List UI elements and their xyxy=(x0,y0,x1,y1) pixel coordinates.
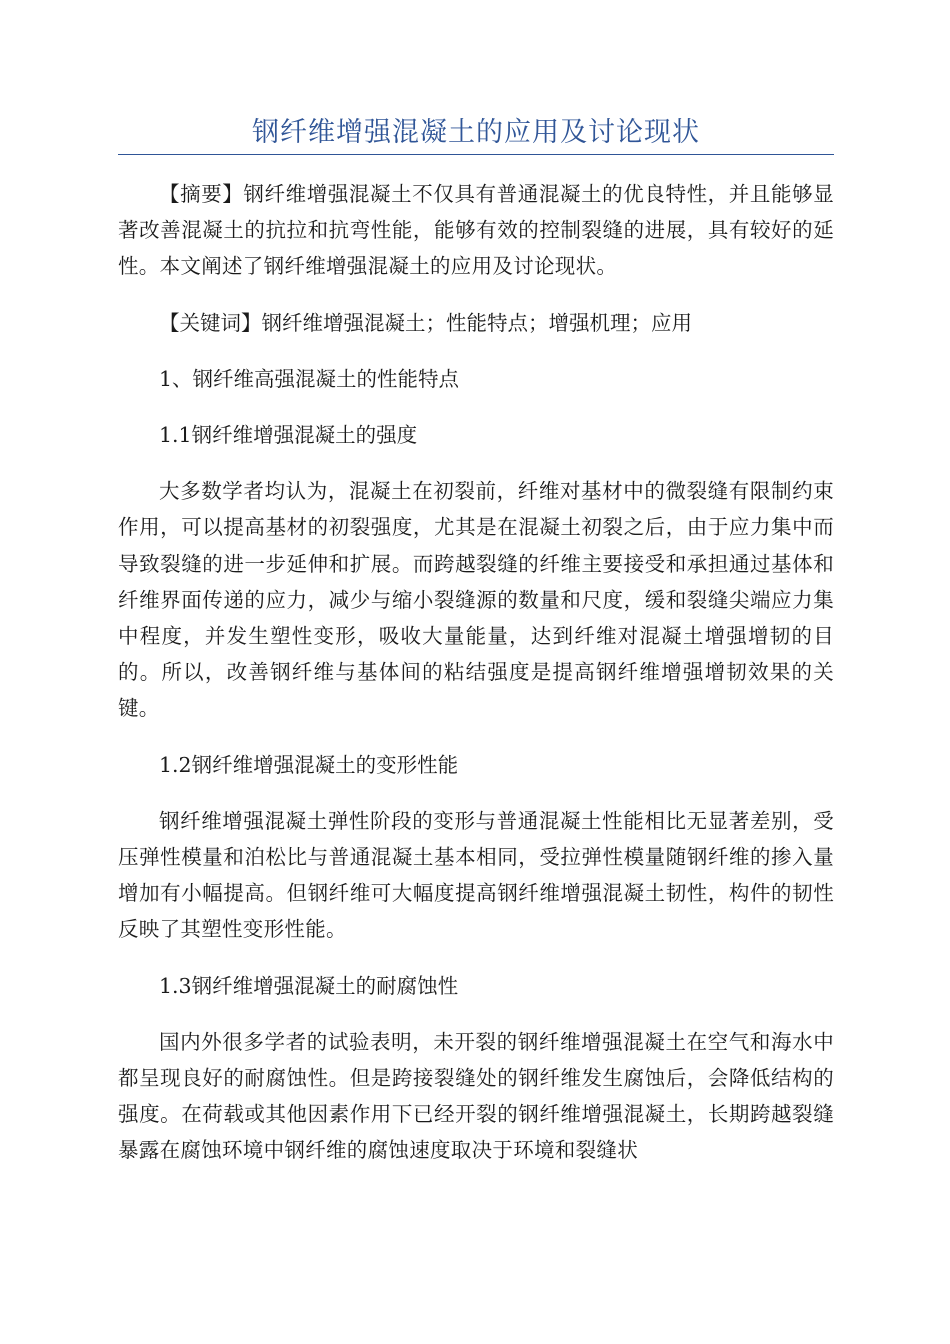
section-text-1-2: 钢纤维增强混凝土弹性阶段的变形与普通混凝土性能相比无显著差别，受压弹性模量和泊松比与普通混凝土基本相同，受拉弹性模量随钢纤维的掺入量增加有小幅提高。但钢纤维可大幅度提高钢纤维增强混凝土韧性，构件的韧性反映了其塑性变形性能。 xyxy=(118,808,834,942)
document-title: 钢纤维增强混凝土的应用及讨论现状 xyxy=(252,117,700,148)
document-body xyxy=(118,176,834,1189)
section-heading-1: 1、钢纤维高强混凝土的性能特点 xyxy=(159,366,460,391)
section-text-1-1: 大多数学者均认为，混凝土在初裂前，纤维对基材中的微裂缝有限制约束作用，可以提高基材的初裂强度，尤其是在混凝土初裂之后，由于应力集中而导致裂缝的进一步延伸和扩展。而跨越裂缝的纤维主要接受和承担通过基体和纤维界面传递的应力，减少与缩小裂缝源的数量和尺度，缓和裂缝尖端应力集中程度，并发生塑性变形，吸收大量能量，达到纤维对混凝土增强增韧的目的。所以，改善钢纤维与基体间的粘结强度是提高钢纤维增强增韧效果的关键。 xyxy=(118,479,834,721)
title-underline xyxy=(118,154,834,155)
abstract-paragraph: 【摘要】钢纤维增强混凝土不仅具有普通混凝土的优良特性，并且能够显著改善混凝土的抗拉和抗弯性能，能够有效的控制裂缝的进展，具有较好的延性。本文阐述了钢纤维增强混凝土的应用及讨论现状。 xyxy=(118,182,834,279)
section-text-1-3: 国内外很多学者的试验表明，未开裂的钢纤维增强混凝土在空气和海水中都呈现良好的耐腐蚀性。但是跨接裂缝处的钢纤维发生腐蚀后，会降低结构的强度。在荷载或其他因素作用下已经开裂的钢纤维增强混凝土，长期跨越裂缝暴露在腐蚀环境中钢纤维的腐蚀速度取决于环境和裂缝状 xyxy=(118,1029,834,1163)
section-heading-1-1: 1.1钢纤维增强混凝土的强度 xyxy=(159,423,418,448)
section-heading-1-2: 1.2钢纤维增强混凝土的变形性能 xyxy=(159,752,459,777)
section-heading-1-3: 1.3钢纤维增强混凝土的耐腐蚀性 xyxy=(159,973,459,998)
keywords-line: 【关键词】钢纤维增强混凝土；性能特点；增强机理；应用 xyxy=(159,310,692,335)
